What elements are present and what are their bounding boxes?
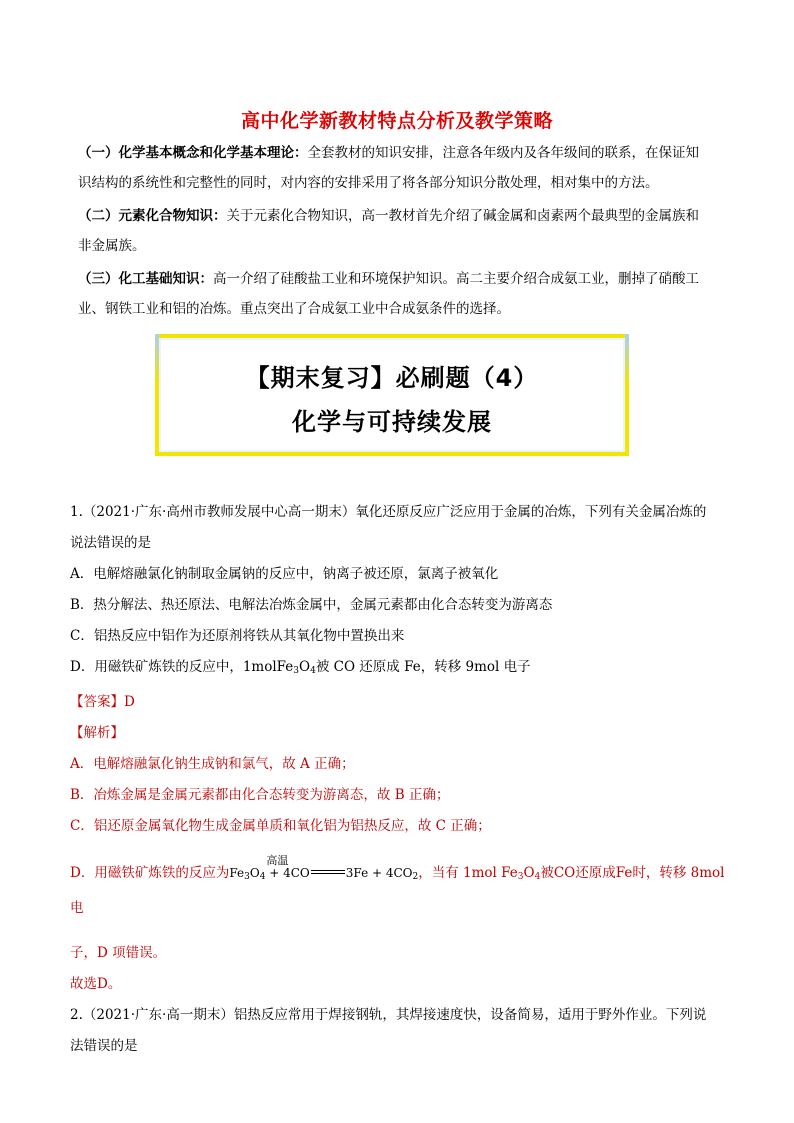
intro-section-3 xyxy=(78,264,728,324)
intro-section-1 xyxy=(78,138,728,198)
conclusion: 故选D。 xyxy=(70,976,122,992)
option-a: A．电解熔融氯化钠制取金属钠的反应中，钠离子被还原，氯离子被氧化 xyxy=(70,566,499,582)
explanation-b: B．冶炼金属是金属元素都由化合态转变为游离态，故 B 正确； xyxy=(70,787,450,803)
question-2-stem: 2.（2021·广东·高一期末）铝热反应常用于焊接钢轨，其焊接速度快，设备简易，适用于野外作业。下列说 xyxy=(70,1007,707,1023)
intro-heading: （二）元素化合物知识： xyxy=(78,208,227,224)
intro-section-2 xyxy=(78,201,728,261)
option-d: D．用磁铁矿炼铁的反应中，$1molFe_3O_4$被 CO 还原成 Fe，转移 9mol 电子 xyxy=(70,659,531,676)
intro-text: 高一介绍了硅酸盐工业和环境保护知识。高二主要介绍合成氨工业，删掉了硝酸工 xyxy=(213,271,699,287)
page-title: 高中化学新教材特点分析及教学策略 xyxy=(240,110,553,132)
intro-text: 业、钢铁工业和铝的冶炼。重点突出了合成氨工业中合成氨条件的选择。 xyxy=(78,301,510,317)
intro-text: 识结构的系统性和完整性的同时，对内容的安排采用了将各部分知识分散处理，相对集中的方法。 xyxy=(78,175,659,191)
analysis-label: 【解析】 xyxy=(70,725,124,741)
answer-label: 【答案】D xyxy=(70,694,135,710)
intro-heading: （一）化学基本概念和化学基本理论： xyxy=(78,145,308,161)
intro-heading: （三）化工基础知识： xyxy=(78,271,213,287)
banner-title: 【期末复习】必刷题（4） xyxy=(245,364,539,392)
explanation-d-cont: 子，D 项错误。 xyxy=(70,945,167,961)
explanation-a: A．电解熔融氯化钠生成钠和氯气，故 A 正确； xyxy=(70,756,355,772)
question-2-stem: 法错误的是 xyxy=(70,1038,138,1054)
banner-subtitle: 化学与可持续发展 xyxy=(292,408,492,436)
option-c: C．铝热反应中铝作为还原剂将铁从其氧化物中置换出来 xyxy=(70,628,405,644)
intro-text: 非金属族。 xyxy=(78,238,146,254)
reaction-condition: 高温 xyxy=(266,854,289,867)
intro-text: 全套教材的知识安排，注意各年级内及各年级间的联系，在保证知 xyxy=(307,145,699,161)
reaction-equation: $Fe_3O_4 + 4CO$ 高温 $3Fe + 4CO_2$ xyxy=(229,858,418,893)
question-stem: 1.（2021·广东·高州市教师发展中心高一期末）氧化还原反应广泛应用于金属的冶炼，下列有关金属冶炼的 xyxy=(70,504,707,520)
equals-sign xyxy=(311,870,345,874)
intro-text: 关于元素化合物知识，高一教材首先介绍了碱金属和卤素两个最典型的金属族和 xyxy=(226,208,699,224)
option-b: B．热分解法、热还原法、电解法冶炼金属中，金属元素都由化合态转变为游离态 xyxy=(70,597,553,613)
explanation-d: D．用磁铁矿炼铁的反应为$Fe_3O_4 + 4CO$ 高温 $3Fe + 4CO_2$，当有 1mol $Fe_3O_4$被CO还原成Fe时，转移 8mol 电 xyxy=(70,858,730,924)
explanation-c: C．铝还原金属氧化物生成金属单质和氧化铝为铝热反应，故 C 正确； xyxy=(70,818,491,834)
question-stem: 说法错误的是 xyxy=(70,535,151,551)
title-banner xyxy=(155,334,629,456)
question-1 xyxy=(70,497,730,1062)
